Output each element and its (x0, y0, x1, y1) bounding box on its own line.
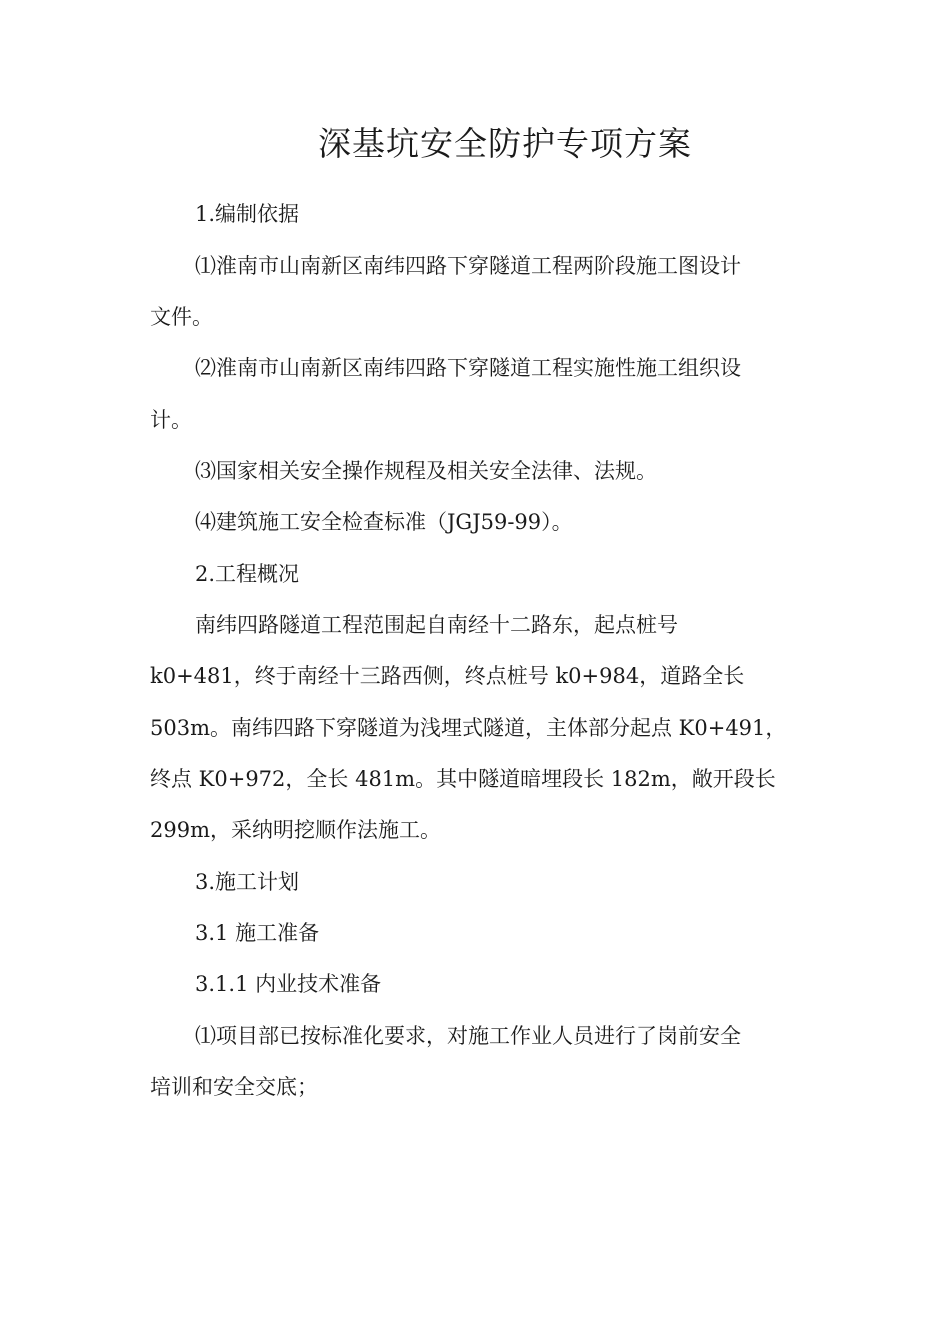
preparation-item-1-continued: 培训和安全交底； (150, 1075, 318, 1099)
overview-paragraph-line-4: 终点 K0+972，全长 481m。其中隧道暗埋段长 182m，敞开段长 (150, 767, 776, 791)
subsection-heading-preparation: 3.1 施工准备 (195, 921, 320, 945)
subsection-heading-internal-technical: 3.1.1 内业技术准备 (195, 972, 382, 996)
basis-item-2: ⑵淮南市山南新区南纬四路下穿隧道工程实施性施工组织设 (195, 356, 741, 380)
basis-item-1: ⑴淮南市山南新区南纬四路下穿隧道工程两阶段施工图设计 (195, 254, 741, 278)
overview-paragraph-line-5: 299m，采纳明挖顺作法施工。 (150, 818, 441, 842)
overview-paragraph-line-3: 503m。南纬四路下穿隧道为浅埋式隧道，主体部分起点 K0+491， (150, 716, 787, 740)
overview-paragraph-line-2: k0+481，终于南经十三路西侧，终点桩号 k0+984，道路全长 (150, 664, 745, 688)
overview-paragraph-line-1: 南纬四路隧道工程范围起自南经十二路东，起点桩号 (195, 613, 678, 637)
document-title: 深基坑安全防护专项方案 (318, 124, 692, 163)
section-heading-basis: 1.编制依据 (195, 202, 300, 226)
section-heading-plan: 3.施工计划 (195, 870, 300, 894)
basis-item-2-continued: 计。 (150, 408, 192, 432)
basis-item-1-continued: 文件。 (150, 305, 213, 329)
basis-item-3: ⑶国家相关安全操作规程及相关安全法律、法规。 (195, 459, 657, 483)
preparation-item-1: ⑴项目部已按标准化要求，对施工作业人员进行了岗前安全 (195, 1024, 741, 1048)
section-heading-overview: 2.工程概况 (195, 562, 300, 586)
basis-item-4: ⑷建筑施工安全检查标准（JGJ59-99）。 (195, 510, 573, 534)
